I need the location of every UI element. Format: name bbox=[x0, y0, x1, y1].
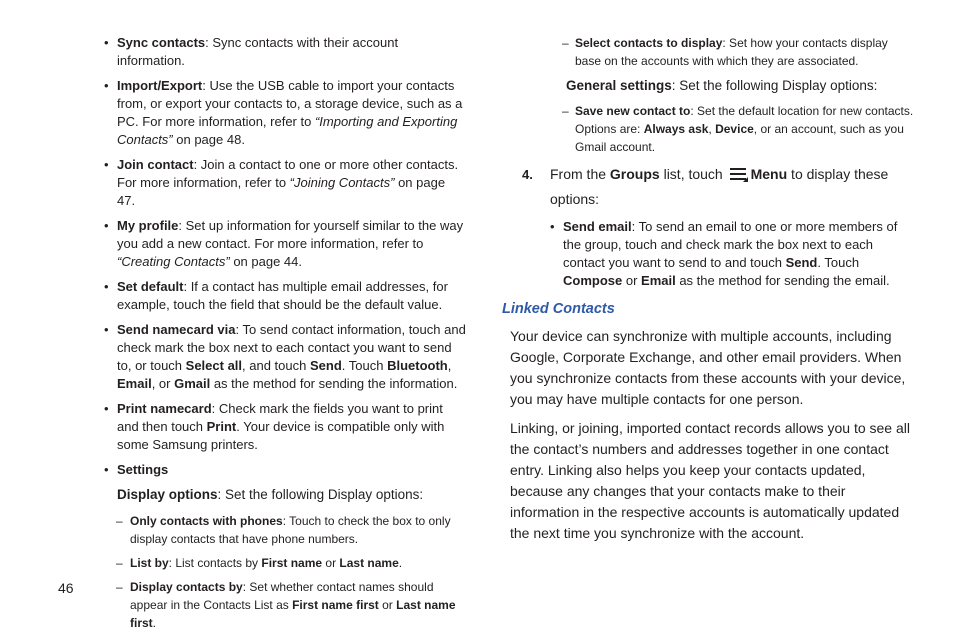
sub-item-save-new-contact-to: – Save new contact to: Set the default location for new contacts. Options are: Always ask, Device, or an account, such as you Gmail account. bbox=[562, 104, 914, 154]
list-item-import-export: • Import/Export: Use the USB cable to import your contacts from, or export your contacts to, a storage device, such as a PC. For more information, refer to “Importing and Exporting Contacts” on page 48. bbox=[104, 78, 463, 147]
dash: – bbox=[116, 514, 123, 528]
list-item-my-profile: • My profile: Set up information for yourself similar to the way you add a new contact. For more information, refer to “Creating Contacts” on page 44. bbox=[104, 218, 464, 269]
bullet: • bbox=[104, 401, 109, 416]
list-item-send-namecard: • Send namecard via: To send contact information, touch and check mark the box next to each contact you want to send to, or touch Select all, and touch Send. Touch Bluetooth, Email, or Gmail as the method for sending the information. bbox=[104, 322, 466, 391]
left-column bbox=[104, 34, 466, 638]
step-4: 4. From the Groups list, touch Menu to display these options: bbox=[504, 162, 914, 212]
bullet: • bbox=[550, 219, 555, 234]
bullet: • bbox=[104, 279, 109, 294]
menu-icon bbox=[729, 165, 749, 181]
bullet: • bbox=[104, 35, 109, 50]
general-settings-line: General settings: Set the following Display options: bbox=[566, 78, 878, 93]
dash: – bbox=[562, 36, 569, 50]
list-item-sync-contacts: • Sync contacts: Sync contacts with their account information. bbox=[104, 35, 399, 68]
cross-reference-link[interactable]: “Importing and Exporting Contacts” bbox=[117, 114, 458, 147]
cross-reference-link[interactable]: “Joining Contacts” bbox=[289, 175, 395, 190]
bullet: • bbox=[104, 322, 109, 337]
sub-item-list-by: – List by: List contacts by First name or Last name. bbox=[116, 556, 403, 570]
section-heading-linked-contacts: Linked Contacts bbox=[502, 301, 615, 317]
sub-item-only-contacts-with-phones: – Only contacts with phones: Touch to check the box to only display contacts that have phone numbers. bbox=[116, 514, 451, 546]
list-item-print-namecard: • Print namecard: Check mark the fields you want to print and then touch Print. Your device is compatible only with some Samsung printers. bbox=[104, 401, 445, 452]
list-item-join-contact: • Join contact: Join a contact to one or more other contacts. For more information, refer to “Joining Contacts” on page 47. bbox=[104, 157, 459, 208]
bullet: • bbox=[104, 157, 109, 172]
right-column bbox=[504, 34, 914, 544]
list-item-settings: • Settings Display options: Set the following Display options: bbox=[104, 462, 424, 502]
list-item-set-default: • Set default: If a contact has multiple email addresses, for example, touch the field that should be the default value. bbox=[104, 279, 448, 312]
list-item-send-email: • Send email: To send an email to one or more members of the group, touch and check mark the box next to each contact you want to send to and touch Send. Touch Compose or Email as the method for sending the email. bbox=[550, 219, 898, 288]
sub-item-select-contacts-to-display: – Select contacts to display: Set how your contacts display base on the accounts with which they are associated. bbox=[562, 36, 888, 68]
sub-item-display-contacts-by: – Display contacts by: Set whether contact names should appear in the Contacts List as First name first or Last name first. bbox=[116, 580, 456, 630]
dash: – bbox=[116, 580, 123, 594]
bullet: • bbox=[104, 78, 109, 93]
dash: – bbox=[116, 556, 123, 570]
cross-reference-link[interactable]: “Creating Contacts” bbox=[117, 254, 230, 269]
bullet: • bbox=[104, 462, 109, 477]
paragraph-1: Your device can synchronize with multiple accounts, including Google, Corporate Exchange, and other email providers. When you synchronize contacts from these accounts with your device, you may have multiple contacts for one person. bbox=[510, 328, 906, 407]
page-number: 46 bbox=[58, 580, 74, 596]
dash: – bbox=[562, 104, 569, 118]
step-number: 4. bbox=[522, 167, 533, 182]
paragraph-2: Linking, or joining, imported contact records allows you to see all the contact’s numbers and addresses together in one contact entry. Linking also helps you keep your contacts updated, because any changes that your contacts make to their information in the respective accounts is automatically updated the next time you synchronize with the account. bbox=[510, 420, 910, 541]
bullet: • bbox=[104, 218, 109, 233]
